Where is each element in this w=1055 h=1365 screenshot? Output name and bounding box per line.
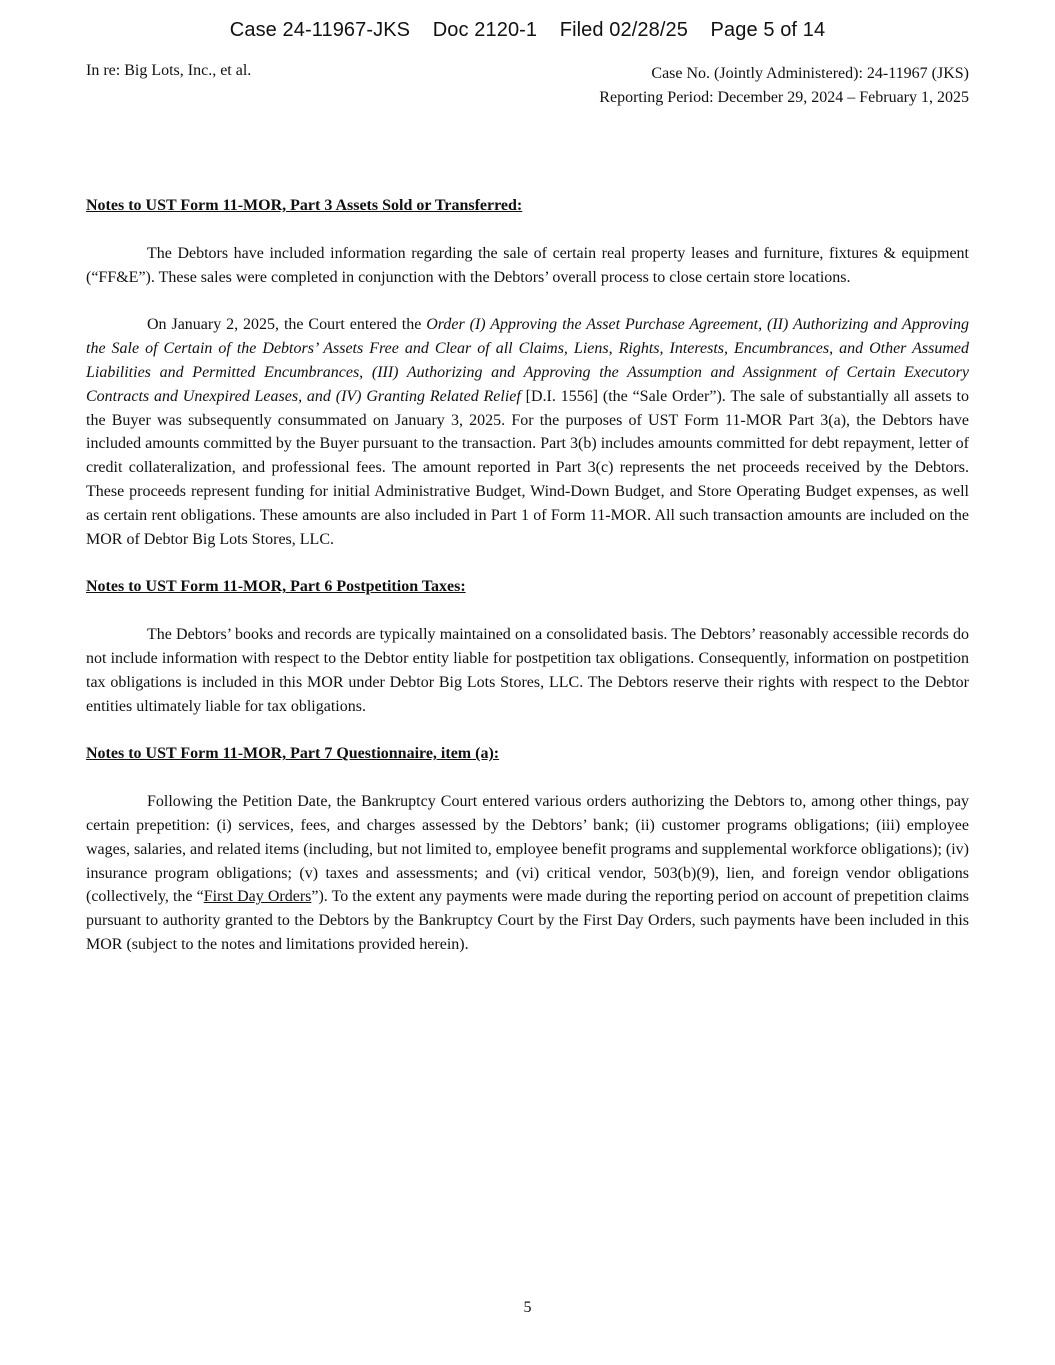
case-number: Case No. (Jointly Administered): 24-11967 (JKS) (651, 65, 969, 82)
section-heading-part3: Notes to UST Form 11-MOR, Part 3 Assets Sold or Transferred: (86, 197, 523, 214)
section-heading-part7: Notes to UST Form 11-MOR, Part 7 Questionnaire, item (a): (86, 745, 500, 763)
part6-paragraph-1: The Debtors’ books and records are typically maintained on a consolidated basis. The Debtors’ reasonably accessible records do not include information with respect to the Debtor entity liable for postpetition tax obligations. Consequently, information on postpetition tax obligations is included in this MOR under Debtor Big Lots Stores, LLC. The Debtors reserve their rights with respect to the Debtor entities ultimately liable for tax obligations. (86, 626, 969, 715)
part7-p1-rest: ”). To the extent any payments were made during the reporting period on account of prepetition claims pursuant to authority granted to the Debtors by the Bankruptcy Court by the First Day Orders, such payments have been included in this MOR (subject to the notes and limitations provided herein). (86, 888, 969, 953)
sale-order-title: Order (I) Approving the Asset Purchase Agreement, (II) Authorizing and Approving the Sale of Certain of the Debtors’ Assets Free and Clear of all Claims, Liens, Rights, Interests, Encumbrances, and Other Assumed Liabilities and Permitted Encumbrances, (III) Authorizing and Approving the Assumption and Assignment of Certain Executory Contracts and Unexpired Leases, and (IV) Granting Related Relief (86, 316, 969, 405)
part7-p1-intro: Following the Petition Date, the Bankruptcy Court entered various orders authorizing the Debtors to, among other things, pay certain prepetition: (i) services, fees, and charges assessed by the Debtors’ bank; (ii) customer programs obligations; (iii) employee wages, salaries, and related items (including, but not limited to, employee benefit programs and supplemental workforce obligations); (iv) insurance program obligations; (v) taxes and assessments; and (vi) critical vendor, 503(b)(9), lien, and foreign vendor obligations (collectively, the “ (86, 793, 969, 906)
part3-paragraph-1: The Debtors have included information regarding the sale of certain real property leases and furniture, fixtures & equipment (“FF&E”). These sales were completed in conjunction with the Debtors’ overall process to close certain store locations. (86, 244, 969, 286)
part3-p2-rest: [D.I. 1556] (the “Sale Order”). The sale of substantially all assets to the Buyer was subsequently consummated on January 3, 2025. For the purposes of UST Form 11-MOR Part 3(a), the Debtors have included amounts committed by the Buyer pursuant to the transaction. Part 3(b) includes amounts committed for debt repayment, letter of credit collateralization, and professional fees. The amount reported in Part 3(c) represents the net proceeds received by the Debtors. These proceeds represent funding for initial Administrative Budget, Wind-Down Budget, and Store Operating Budget expenses, as well as certain rent obligations. These amounts are also included in Part 1 of Form 11-MOR. All such transaction amounts are included on the MOR of Debtor Big Lots Stores, LLC. (86, 387, 970, 548)
section-heading-part6: Notes to UST Form 11-MOR, Part 6 Postpetition Taxes: (86, 578, 466, 596)
court-filing-stamp: Case 24-11967-JKS Doc 2120-1 Filed 02/28/25 Page 5 of 14 (229, 19, 826, 41)
case-info-block (599, 62, 969, 110)
reporting-period: Reporting Period: December 29, 2024 – February 1, 2025 (599, 89, 969, 106)
part7-paragraph-1 (86, 790, 969, 957)
first-day-orders-term: First Day Orders (203, 888, 312, 906)
page-number: 5 (523, 1299, 532, 1316)
case-caption: In re: Big Lots, Inc., et al. (86, 62, 252, 79)
part3-paragraph-2 (86, 313, 969, 551)
part3-p2-intro: On January 2, 2025, the Court entered the (147, 316, 427, 334)
document-body (86, 194, 969, 981)
